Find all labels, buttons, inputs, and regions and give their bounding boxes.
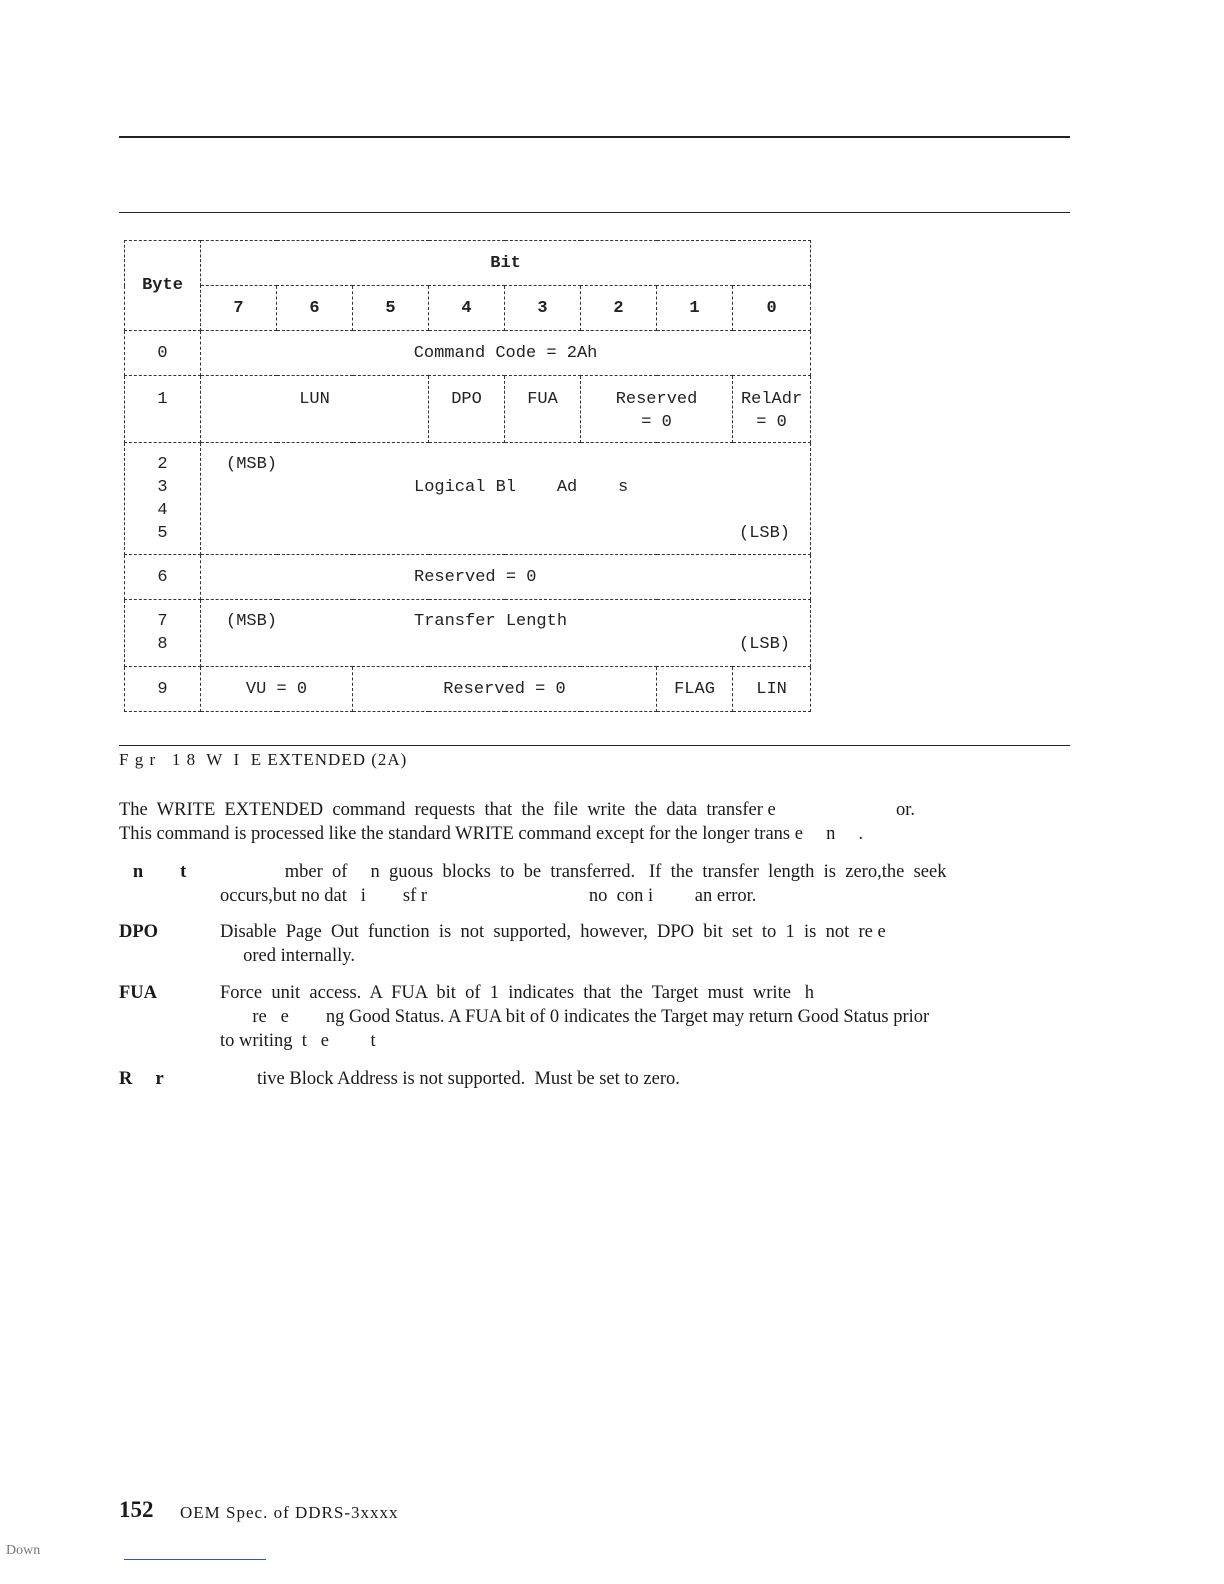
def-transfer-length: mber of n guous blocks to be transferred. If the transfer length is zero,the seek occurs,but no dat i sf r no con i an error. <box>220 862 947 906</box>
byte-6-label: 6 <box>125 555 201 600</box>
transfer-length-field <box>201 600 811 667</box>
bit-6-header: 6 <box>277 286 353 331</box>
command-code-field: Command Code = 2Ah <box>201 331 811 376</box>
header-rule-top <box>119 136 1070 138</box>
byte-1-label: 1 <box>125 376 201 443</box>
corner-text: Down <box>6 1543 41 1558</box>
tl-field-label: Transfer Length <box>414 612 568 631</box>
link-field: LIN <box>733 667 811 712</box>
term-dpo: DPO <box>119 922 159 942</box>
reserved-field-byte9: Reserved = 0 <box>353 667 657 712</box>
lba-msb: (MSB) <box>226 455 278 474</box>
byte-header: Byte <box>125 241 201 331</box>
bytes-2-5-labels: 2 3 4 5 <box>125 443 201 555</box>
lba-lsb: (LSB) <box>739 524 791 543</box>
intro-paragraph <box>119 798 1070 846</box>
byte-0-label: 0 <box>125 331 201 376</box>
intro-line-1: The WRITE EXTENDED command requests that the file write the data transfer e or. <box>119 800 915 820</box>
bit-1-header: 1 <box>657 286 733 331</box>
header-rule-bottom <box>119 212 1070 213</box>
bit-7-header: 7 <box>201 286 277 331</box>
command-descriptor-table <box>124 240 811 712</box>
tl-lsb: (LSB) <box>739 635 791 654</box>
reserved-field-byte6: Reserved = 0 <box>201 555 811 600</box>
lba-field-label: Logical Bl Ad s <box>414 478 629 497</box>
def-reladr: tive Block Address is not supported. Must be set to zero. <box>220 1069 680 1089</box>
footer-link-underline <box>124 1559 266 1560</box>
bit-header: Bit <box>201 241 811 286</box>
bit-4-header: 4 <box>429 286 505 331</box>
term-reladr: R r <box>119 1069 164 1089</box>
intro-line-2: This command is processed like the standard WRITE command except for the longer trans e n . <box>119 824 864 844</box>
bytes-7-8-labels: 7 8 <box>125 600 201 667</box>
vu-field: VU = 0 <box>201 667 353 712</box>
bit-3-header: 3 <box>505 286 581 331</box>
bit-2-header: 2 <box>581 286 657 331</box>
dpo-field: DPO <box>429 376 505 443</box>
term-fua: FUA <box>119 983 158 1003</box>
bit-5-header: 5 <box>353 286 429 331</box>
def-fua: Force unit access. A FUA bit of 1 indicates that the Target must write h re e ng Good Status. A FUA bit of 0 indicates the Target may return Good Status prior to writing t e t <box>220 983 930 1051</box>
bit-0-header: 0 <box>733 286 811 331</box>
def-dpo: Disable Page Out function is not supported, however, DPO bit set to 1 is not re e ored internally. <box>220 922 886 966</box>
term-transfer-length: n t <box>119 862 187 882</box>
reladr-field: RelAdr = 0 <box>733 376 811 443</box>
flag-field: FLAG <box>657 667 733 712</box>
figure-caption: F g r 1 8 W I E EXTENDED (2A) <box>119 750 408 769</box>
reserved-field-byte1: Reserved = 0 <box>581 376 733 443</box>
footer-title: OEM Spec. of DDRS-3xxxx <box>180 1503 399 1522</box>
tl-msb: (MSB) <box>226 612 278 631</box>
fua-field: FUA <box>505 376 581 443</box>
page-number: 152 <box>119 1497 154 1522</box>
byte-9-label: 9 <box>125 667 201 712</box>
logical-block-address-field <box>201 443 811 555</box>
figure-rule <box>119 745 1070 746</box>
lun-field: LUN <box>201 376 429 443</box>
